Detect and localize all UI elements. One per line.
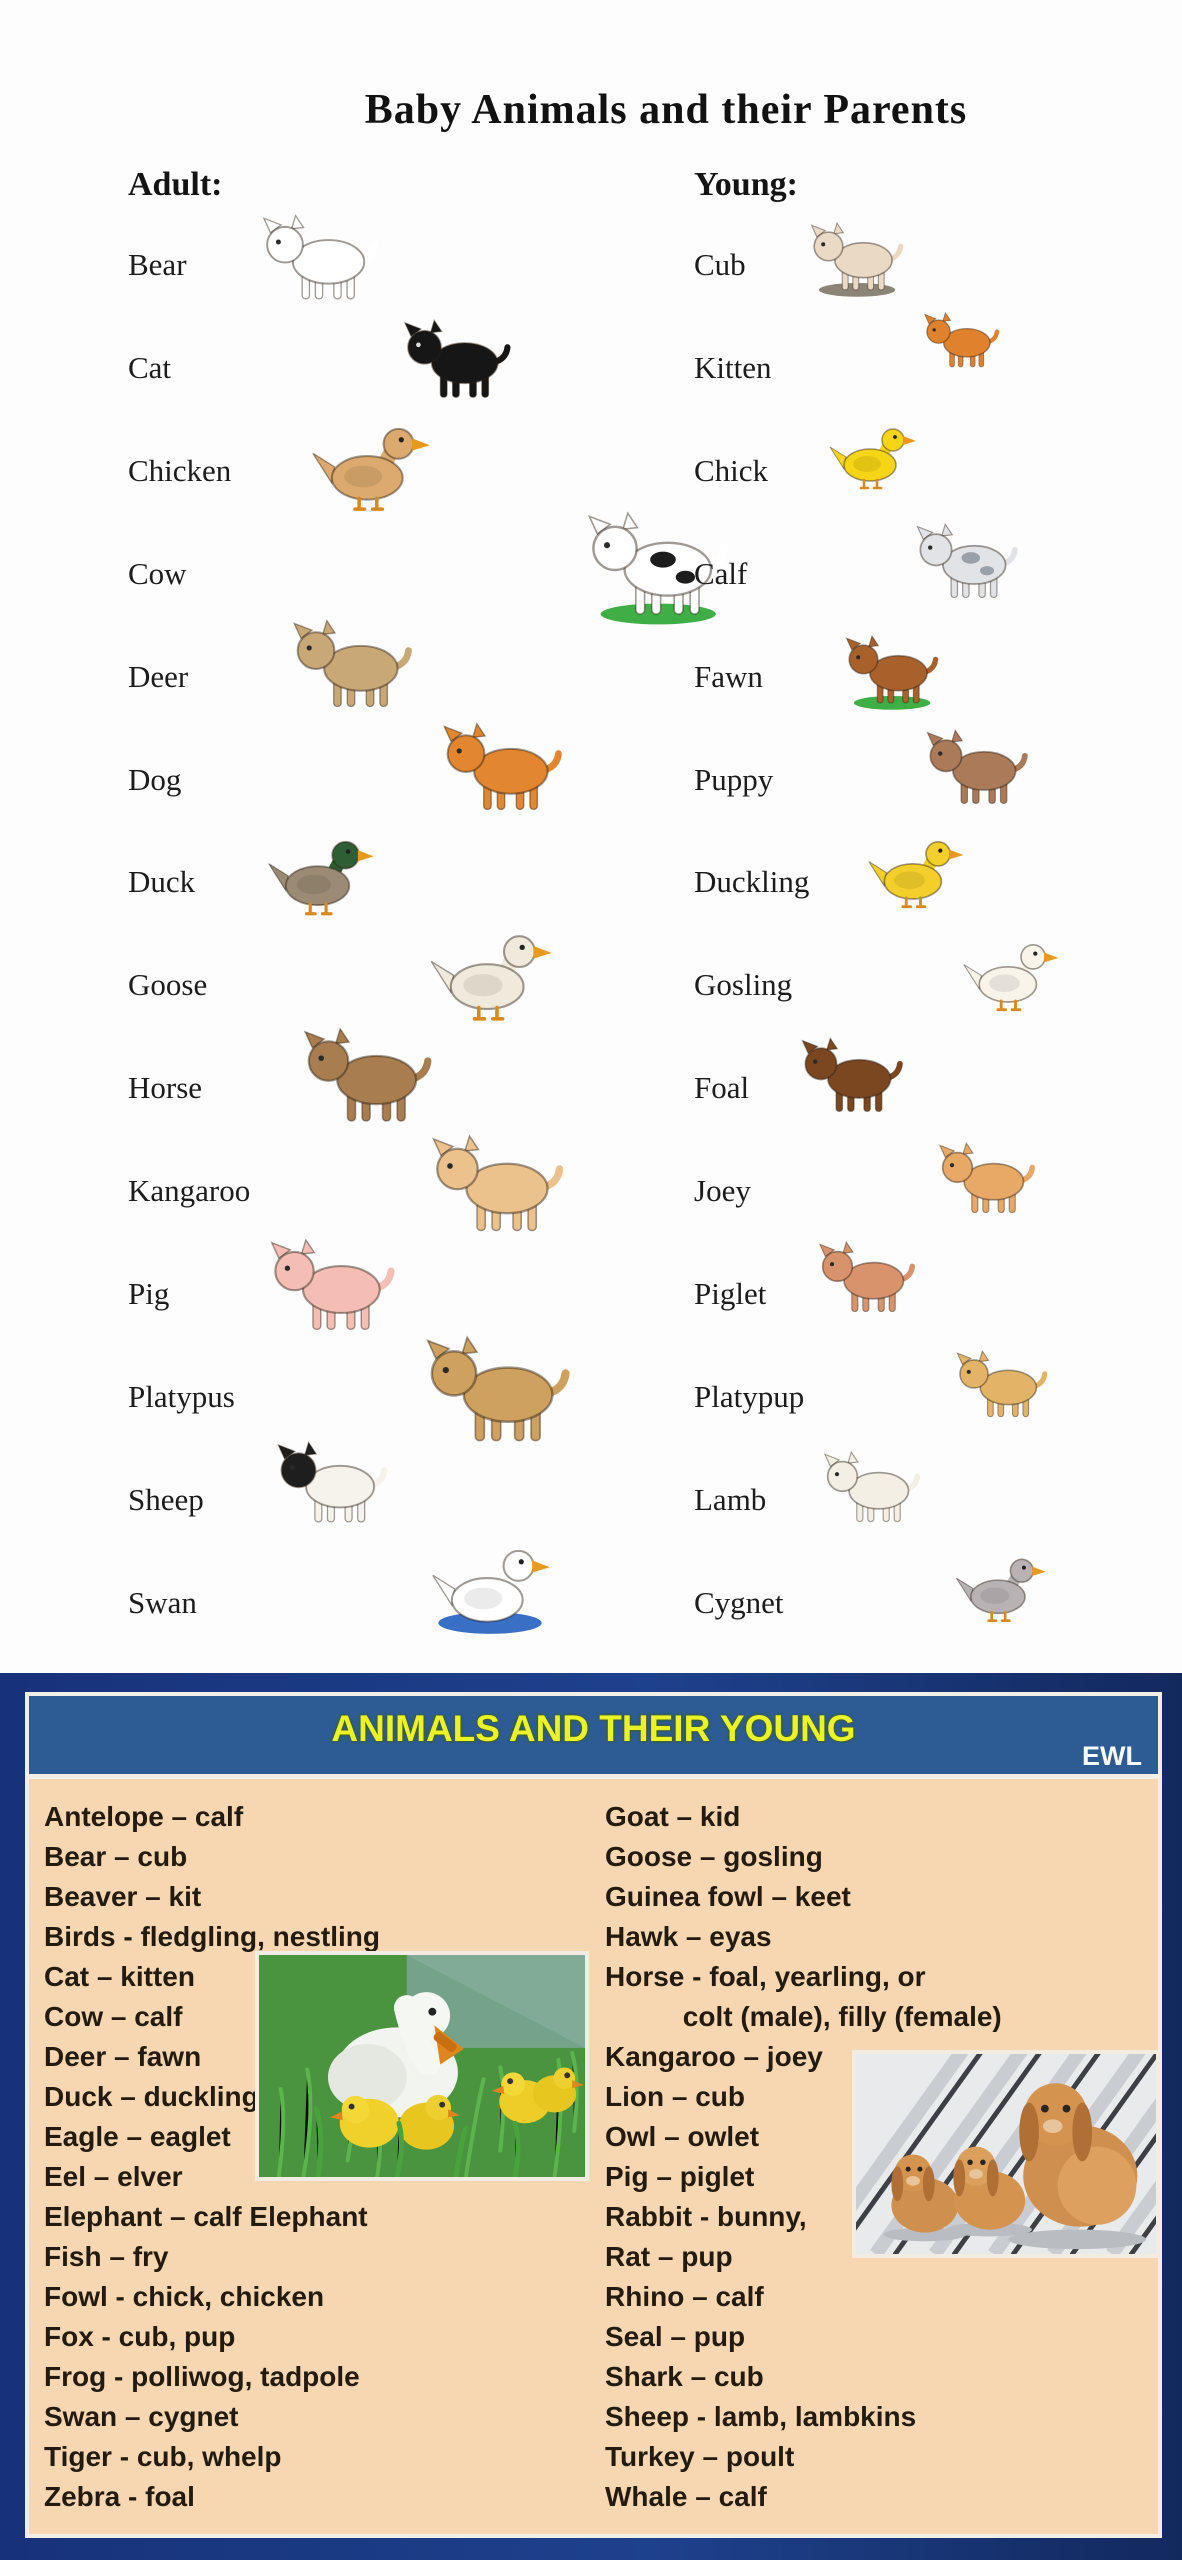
list-item: Eagle – eaglet [44, 2121, 231, 2152]
adult-name: Platypus [128, 1378, 235, 1414]
young-name: Foal [694, 1070, 750, 1106]
animal-row [0, 1551, 1182, 1655]
animal-row [0, 1036, 1182, 1140]
chicken-icon [302, 418, 438, 516]
young-name: Gosling [694, 967, 793, 1003]
pig-icon [259, 1237, 401, 1339]
lamb-icon [815, 1450, 925, 1529]
list-item: Goose – gosling [605, 1841, 823, 1872]
adult-name: Horse [128, 1070, 203, 1106]
puppy-icon [917, 728, 1033, 812]
adult-name: Swan [128, 1584, 197, 1620]
animal-row [0, 419, 1182, 523]
card-header [29, 1696, 1158, 1779]
animal-row [0, 830, 1182, 934]
sheep-icon [267, 1440, 393, 1531]
animal-row [0, 728, 1182, 832]
young-name: Piglet [694, 1276, 767, 1311]
ewl-badge: EWL [1082, 1741, 1142, 1771]
list-item: Kangaroo – joey [605, 2041, 823, 2072]
platypus-icon [413, 1334, 577, 1452]
adult-name: Kangaroo [128, 1173, 251, 1209]
duck-icon [259, 832, 381, 920]
list-item: Duck – duckling [44, 2081, 259, 2112]
adult-name: Cow [128, 555, 187, 591]
list-item: Pig – piglet [605, 2161, 755, 2192]
chick-icon [822, 421, 922, 493]
young-name: Calf [694, 555, 748, 591]
card-title: ANIMALS AND THEIR YOUNG [331, 1708, 856, 1749]
bear-icon [252, 213, 384, 308]
list-item: Shark – cub [605, 2361, 764, 2392]
list-item: Goat – kid [605, 1801, 741, 1832]
platypup-icon [948, 1349, 1052, 1424]
calf-icon [907, 522, 1023, 606]
list-item: colt (male), filly (female) [605, 2001, 1002, 2032]
young-name: Joey [694, 1173, 751, 1209]
kangaroo-icon [420, 1133, 570, 1241]
animal-row [0, 316, 1182, 420]
animal-row [0, 213, 1182, 317]
list-item: Rat – pup [605, 2241, 733, 2272]
adult-name: Goose [128, 967, 208, 1003]
rabbit-family-photo [852, 2050, 1160, 2258]
list-item: Fish – fry [44, 2241, 169, 2272]
list-item: Eel – elver [44, 2161, 183, 2192]
young-name: Cygnet [694, 1584, 784, 1620]
list-item: Guinea fowl – keet [605, 1881, 851, 1912]
young-name: Kitten [694, 349, 772, 385]
young-name: Duckling [694, 864, 810, 900]
list-item: Birds - fledgling, nestling [44, 1921, 380, 1952]
list-item: Zebra - foal [44, 2481, 195, 2512]
goose-icon [420, 925, 560, 1026]
young-name: Platypup [694, 1378, 805, 1414]
list-item: Owl – owlet [605, 2121, 760, 2152]
cub-icon [802, 221, 908, 297]
duck-with-ducklings-photo [255, 1951, 589, 2181]
dog-icon [432, 721, 568, 819]
adult-name: Bear [128, 247, 187, 282]
foal-icon [792, 1036, 908, 1120]
animal-row [0, 1242, 1182, 1346]
list-item: Seal – pup [605, 2321, 746, 2352]
list-item: Cat – kitten [44, 1961, 195, 1992]
kitten-icon [917, 311, 1003, 373]
list-item: Antelope – calf [44, 1801, 244, 1832]
animals-young-card [25, 1692, 1162, 2538]
young-name: Fawn [694, 658, 763, 694]
adult-name: Cat [128, 349, 172, 385]
list-item: Rhino – calf [605, 2281, 764, 2312]
swan-icon [422, 1540, 558, 1638]
list-item: Whale – calf [605, 2481, 767, 2512]
cygnet-icon [948, 1551, 1052, 1626]
fawn-icon [837, 634, 943, 710]
list-item: Elephant – calf Elephant [44, 2201, 368, 2232]
joey-icon [930, 1141, 1040, 1220]
list-item: Fox - cub, pup [44, 2321, 236, 2352]
adult-name: Duck [128, 864, 196, 900]
list-item: Tiger - cub, whelp [44, 2441, 282, 2472]
list-item: Rabbit - bunny, [605, 2201, 807, 2232]
list-item: Hawk – eyas [605, 1921, 772, 1952]
young-name: Cub [694, 247, 746, 282]
list-item: Lion – cub [605, 2081, 745, 2112]
animal-row [0, 1139, 1182, 1243]
animal-row [0, 522, 1182, 626]
young-name: Puppy [694, 761, 774, 797]
list-item: Fowl - chick, chicken [44, 2281, 325, 2312]
list-item: Bear – cub [44, 1841, 188, 1872]
list-item: Swan – cygnet [44, 2401, 239, 2432]
page-title: Baby Animals and their Parents [364, 87, 968, 133]
animal-row [0, 933, 1182, 1037]
piglet-icon [810, 1240, 920, 1319]
list-item: Cow – calf [44, 2001, 183, 2032]
adult-name: Sheep [128, 1481, 204, 1517]
gosling-icon [955, 936, 1065, 1015]
list-item: Sheep - lamb, lambkins [605, 2401, 917, 2432]
cat-icon [394, 318, 516, 406]
list-item: Horse - foal, yearling, or [605, 1961, 926, 1992]
adult-name: Pig [128, 1276, 170, 1311]
animal-row [0, 1448, 1182, 1552]
adult-name: Deer [128, 658, 189, 694]
animal-row [0, 625, 1182, 729]
deer-icon [282, 618, 418, 716]
animal-row [0, 1345, 1182, 1449]
young-name: Lamb [694, 1481, 767, 1517]
duckling-icon [860, 833, 970, 912]
list-item: Beaver – kit [44, 1881, 202, 1912]
adult-name: Dog [128, 761, 182, 797]
list-item: Turkey – poult [605, 2441, 795, 2472]
animals-young-section [0, 1673, 1182, 2560]
adult-column-header: Adult: [128, 166, 223, 203]
list-item: Frog - polliwog, tadpole [44, 2361, 360, 2392]
adult-name: Chicken [128, 452, 232, 488]
young-column-header: Young: [694, 166, 798, 203]
list-item: Deer – fawn [44, 2041, 202, 2072]
horse-icon [292, 1026, 438, 1131]
young-name: Chick [694, 452, 769, 488]
